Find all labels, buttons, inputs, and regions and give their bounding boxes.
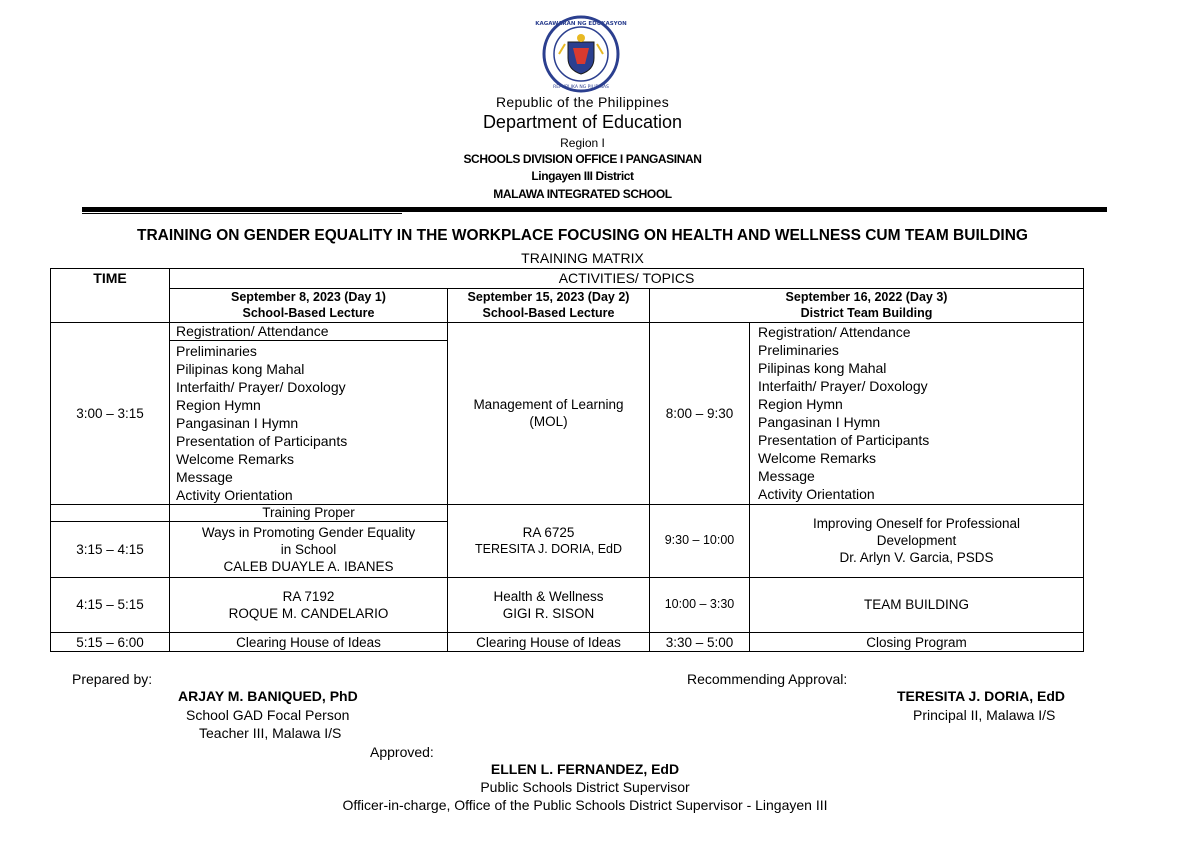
day3-header (649, 288, 1084, 322)
row2-day1-topic (169, 521, 448, 577)
list-item: Pangasinan I Hymn (758, 414, 881, 430)
row2-day2-topic (447, 504, 650, 577)
day1-header (169, 288, 448, 322)
region-label: Region I (560, 136, 605, 150)
list-item: Preliminaries (176, 343, 257, 359)
activities-header: ACTIVITIES/ TOPICS (558, 269, 695, 286)
recommending-approval-label: Recommending Approval: (687, 671, 848, 687)
row1-day1-registration: Registration/ Attendance (176, 323, 329, 339)
topic-title: Management of Learning (473, 397, 624, 412)
list-item: Activity Orientation (758, 486, 875, 502)
list-item: Interfaith/ Prayer/ Doxology (758, 378, 928, 394)
time-header: TIME (93, 269, 127, 286)
recommending-name: TERESITA J. DORIA, EdD (897, 688, 1066, 704)
list-item: Message (176, 469, 233, 485)
list-item: Presentation of Participants (176, 433, 348, 449)
topic-title: RA 7192 (282, 588, 335, 604)
list-item: Welcome Remarks (758, 450, 876, 466)
prepared-by-name: ARJAY M. BANIQUED, PhD (178, 688, 358, 704)
list-item: Region Hymn (176, 397, 261, 413)
day3-type: District Team Building (800, 306, 933, 320)
row4-day3-topic: Closing Program (866, 634, 967, 650)
topic-abbreviation: (MOL) (529, 414, 568, 429)
day1-date: September 8, 2023 (Day 1) (231, 290, 386, 304)
list-item: Welcome Remarks (176, 451, 294, 467)
row3-time: 4:15 – 5:15 (76, 597, 144, 612)
speaker-name: GIGI R. SISON (502, 605, 595, 621)
list-item: Pilipinas kong Mahal (176, 361, 305, 377)
list-item: Pilipinas kong Mahal (758, 360, 887, 376)
day3-date: September 16, 2022 (Day 3) (785, 290, 948, 304)
topic-title: Improving Oneself for Professional (812, 516, 1021, 531)
list-item: Activity Orientation (176, 487, 293, 503)
row2-day3-time: 9:30 – 10:00 (664, 533, 735, 547)
header-divider-thick (82, 207, 1107, 212)
row3-day2-topic (447, 577, 650, 632)
prepared-by-position: Teacher III, Malawa I/S (199, 725, 342, 741)
row2-day3-topic (749, 504, 1084, 577)
document-title: TRAINING ON GENDER EQUALITY IN THE WORKPLACE FOCUSING ON HEALTH AND WELLNESS CUM TEAM BUILDING (137, 227, 1028, 244)
row1-day1-program-list (176, 342, 347, 504)
row3-day3-time: 10:00 – 3:30 (664, 597, 735, 611)
day2-type: School-Based Lecture (482, 306, 615, 320)
row1-day3-program-list (758, 323, 929, 503)
list-item: Pangasinan I Hymn (176, 415, 299, 431)
day1-type: School-Based Lecture (242, 306, 375, 320)
row3-day1-topic (169, 577, 448, 632)
row4-time: 5:15 – 6:00 (76, 634, 144, 650)
republic-label: Republic of the Philippines (495, 94, 670, 110)
row4-day1-topic: Clearing House of Ideas (236, 634, 381, 650)
svg-text:REPUBLIKA NG PILIPINAS: REPUBLIKA NG PILIPINAS (553, 85, 609, 90)
topic-title-cont: in School (280, 541, 337, 557)
approved-name: ELLEN L. FERNANDEZ, EdD (490, 761, 680, 777)
department-name: Department of Education (482, 112, 683, 132)
day2-date: September 15, 2023 (Day 2) (467, 290, 630, 304)
school-label: MALAWA INTEGRATED SCHOOL (493, 187, 672, 201)
speaker-name: Dr. Arlyn V. Garcia, PSDS (839, 550, 994, 565)
approved-label: Approved: (370, 744, 434, 760)
row-divider-registration (169, 340, 448, 341)
list-item: Presentation of Participants (758, 432, 930, 448)
row4-day3-time: 3:30 – 5:00 (665, 634, 734, 650)
recommending-role: Principal II, Malawa I/S (913, 707, 1056, 723)
row2-time: 3:15 – 4:15 (76, 541, 144, 557)
row1-day2-topic (447, 322, 650, 504)
row1-day3-time: 8:00 – 9:30 (665, 405, 734, 421)
deped-seal-logo (535, 14, 627, 94)
approved-role: Public Schools District Supervisor (480, 779, 690, 795)
row4-day2-topic: Clearing House of Ideas (476, 634, 621, 650)
topic-title: Ways in Promoting Gender Equality (201, 524, 416, 540)
speaker-name: CALEB DUAYLE A. IBANES (223, 558, 394, 574)
document-subtitle: TRAINING MATRIX (521, 250, 644, 266)
header-divider-thin (82, 213, 402, 214)
division-label: SCHOOLS DIVISION OFFICE I PANGASINAN (463, 152, 702, 166)
list-item: Registration/ Attendance (758, 324, 911, 340)
speaker-name: ROQUE M. CANDELARIO (228, 605, 389, 621)
list-item: Region Hymn (758, 396, 843, 412)
row1-time: 3:00 – 3:15 (76, 405, 144, 421)
list-item: Preliminaries (758, 342, 839, 358)
district-label: Lingayen III District (531, 169, 634, 183)
list-item: Message (758, 468, 815, 484)
svg-text:KAGAWARAN NG EDUKASYON: KAGAWARAN NG EDUKASYON (535, 21, 627, 27)
approved-office: Officer-in-charge, Office of the Public Schools District Supervisor - Lingayen III (342, 797, 828, 813)
prepared-by-label: Prepared by: (72, 671, 153, 687)
row3-day3-topic: TEAM BUILDING (863, 597, 969, 612)
day2-header (447, 288, 650, 322)
training-proper-label: Training Proper (262, 505, 355, 520)
topic-title: RA 6725 (522, 524, 575, 540)
list-item: Interfaith/ Prayer/ Doxology (176, 379, 346, 395)
prepared-by-role: School GAD Focal Person (186, 707, 350, 723)
topic-title: Health & Wellness (493, 588, 604, 604)
speaker-name: TERESITA J. DORIA, EdD (474, 541, 623, 556)
topic-title-cont: Development (876, 533, 957, 548)
